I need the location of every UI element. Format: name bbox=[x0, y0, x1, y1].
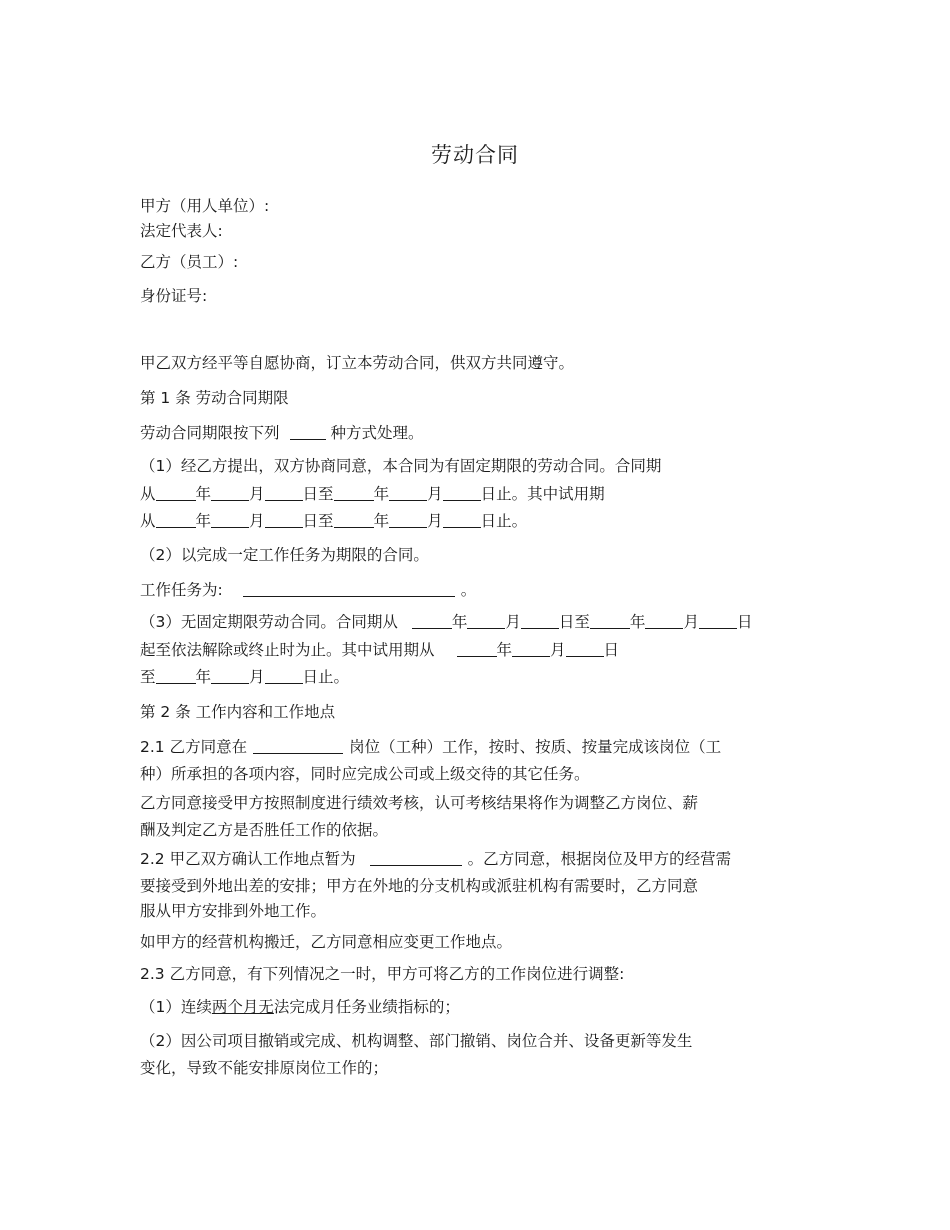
month-blank bbox=[389, 512, 427, 528]
year-label: 年 bbox=[195, 668, 212, 686]
month-label: 月 bbox=[505, 613, 521, 631]
month-label: 月 bbox=[427, 485, 443, 503]
condition-1-line bbox=[140, 997, 460, 1017]
section-2-3-line: 2.3 乙方同意，有下列情况之一时，甲方可将乙方的工作岗位进行调整: bbox=[140, 965, 625, 983]
month-label: 月 bbox=[249, 668, 265, 686]
year-label: 年 bbox=[629, 613, 646, 631]
party-b-line: 乙方（员工）: bbox=[140, 253, 239, 271]
task-label: 工作任务为: bbox=[140, 581, 223, 599]
s21-text: 2.1 乙方同意在 bbox=[140, 738, 248, 756]
month-blank bbox=[211, 668, 249, 684]
year-label: 年 bbox=[496, 641, 513, 659]
position-blank bbox=[253, 738, 343, 754]
day-label: 日 bbox=[736, 613, 753, 631]
year-label: 年 bbox=[195, 512, 212, 530]
day-end-label: 日止。 bbox=[302, 668, 350, 686]
c1-text: （1）连续 bbox=[140, 998, 212, 1016]
day-blank bbox=[265, 668, 303, 684]
section-2-2-line bbox=[140, 849, 731, 869]
option-3-probation-line bbox=[140, 640, 619, 660]
day-to-label: 日至 bbox=[302, 485, 334, 503]
day-end-label: 日止。 bbox=[480, 485, 528, 503]
day-to-label: 日至 bbox=[302, 512, 334, 530]
task-line bbox=[140, 580, 476, 600]
performance-line-1: 乙方同意接受甲方按照制度进行绩效考核，认可考核结果将作为调整乙方岗位、薪 bbox=[140, 794, 699, 812]
day-end-label: 日止。 bbox=[480, 512, 528, 530]
month-blank bbox=[512, 641, 550, 657]
day-blank bbox=[566, 641, 604, 657]
article-1-title: 第 1 条 劳动合同期限 bbox=[140, 389, 289, 407]
month-blank bbox=[389, 485, 427, 501]
year-blank bbox=[156, 485, 196, 501]
condition-2-line-2: 变化，导致不能安排原岗位工作的； bbox=[140, 1059, 389, 1077]
year-blank bbox=[412, 613, 452, 629]
month-blank bbox=[211, 512, 249, 528]
legal-rep-line: 法定代表人: bbox=[140, 222, 223, 240]
probation-label: 其中试用期 bbox=[527, 485, 605, 503]
s22-text: 2.2 甲乙双方确认工作地点暂为 bbox=[140, 850, 356, 868]
task-end: 。 bbox=[460, 581, 477, 599]
section-2-2-line-3: 服从甲方安排到外地工作。 bbox=[140, 902, 327, 920]
day-blank bbox=[443, 485, 481, 501]
month-label: 月 bbox=[427, 512, 443, 530]
month-label: 月 bbox=[683, 613, 699, 631]
day-label: 日 bbox=[603, 641, 620, 659]
year-label: 年 bbox=[451, 613, 468, 631]
to-label: 至 bbox=[140, 668, 156, 686]
condition-2-line-1: （2）因公司项目撤销或完成、机构调整、部门撤销、岗位合并、设备更新等发生 bbox=[140, 1032, 693, 1050]
s21-text-2: 岗位（工种）工作，按时、按质、按量完成该岗位（工 bbox=[349, 738, 722, 756]
day-blank bbox=[699, 613, 737, 629]
from-label: 从 bbox=[140, 485, 156, 503]
section-2-1-line bbox=[140, 737, 721, 757]
option-1-line: （1）经乙方提出，双方协商同意，本合同为有固定期限的劳动合同。合同期 bbox=[140, 457, 662, 475]
task-blank bbox=[243, 581, 455, 597]
month-blank bbox=[467, 613, 505, 629]
year-blank bbox=[590, 613, 630, 629]
location-blank bbox=[370, 850, 462, 866]
year-blank bbox=[334, 485, 374, 501]
c1-text-2: 法完成月任务业绩指标的； bbox=[273, 998, 460, 1016]
intro-paragraph: 甲乙双方经平等自愿协商，订立本劳动合同，供双方共同遵守。 bbox=[140, 354, 575, 372]
section-2-1-line-2: 种）所承担的各项内容，同时应完成公司或上级交待的其它任务。 bbox=[140, 765, 590, 783]
option-3-line bbox=[140, 612, 752, 632]
month-label: 月 bbox=[249, 512, 265, 530]
month-label: 月 bbox=[249, 485, 265, 503]
c1-underlined: 两个月无 bbox=[211, 998, 274, 1016]
option-number-blank bbox=[290, 424, 326, 440]
day-blank bbox=[443, 512, 481, 528]
s22-text-2: 。乙方同意，根据岗位及甲方的经营需 bbox=[467, 850, 732, 868]
year-blank bbox=[457, 641, 497, 657]
article-2-title: 第 2 条 工作内容和工作地点 bbox=[140, 703, 336, 721]
year-label: 年 bbox=[373, 512, 390, 530]
day-blank bbox=[265, 485, 303, 501]
opt3-line2-text: 起至依法解除或终止时为止。其中试用期从 bbox=[140, 641, 435, 659]
section-2-2-line-2: 要接受到外地出差的安排；甲方在外地的分支机构或派驻机构有需要时，乙方同意 bbox=[140, 877, 699, 895]
day-to-label: 日至 bbox=[558, 613, 590, 631]
month-label: 月 bbox=[550, 641, 566, 659]
month-blank bbox=[211, 485, 249, 501]
party-a-line: 甲方（用人单位）: bbox=[140, 197, 270, 215]
year-label: 年 bbox=[373, 485, 390, 503]
day-blank bbox=[521, 613, 559, 629]
option-2-line: （2）以完成一定工作任务为期限的合同。 bbox=[140, 546, 429, 564]
id-number-line: 身份证号: bbox=[140, 287, 208, 305]
opt3-text: （3）无固定期限劳动合同。合同期从 bbox=[140, 613, 398, 631]
article-1-intro bbox=[140, 423, 423, 443]
year-blank bbox=[334, 512, 374, 528]
option-1-probation-line bbox=[140, 511, 527, 531]
option-1-period-line bbox=[140, 484, 605, 504]
year-blank bbox=[156, 512, 196, 528]
year-blank bbox=[156, 668, 196, 684]
performance-line-2: 酬及判定乙方是否胜任工作的依据。 bbox=[140, 821, 389, 839]
relocation-line: 如甲方的经营机构搬迁，乙方同意相应变更工作地点。 bbox=[140, 933, 513, 951]
document-title: 劳动合同 bbox=[431, 143, 519, 167]
art1-intro-text-2: 种方式处理。 bbox=[330, 424, 424, 442]
month-blank bbox=[645, 613, 683, 629]
art1-intro-text: 劳动合同期限按下列 bbox=[140, 424, 280, 442]
day-blank bbox=[265, 512, 303, 528]
year-label: 年 bbox=[195, 485, 212, 503]
option-3-end-line bbox=[140, 667, 349, 687]
from-label: 从 bbox=[140, 512, 156, 530]
